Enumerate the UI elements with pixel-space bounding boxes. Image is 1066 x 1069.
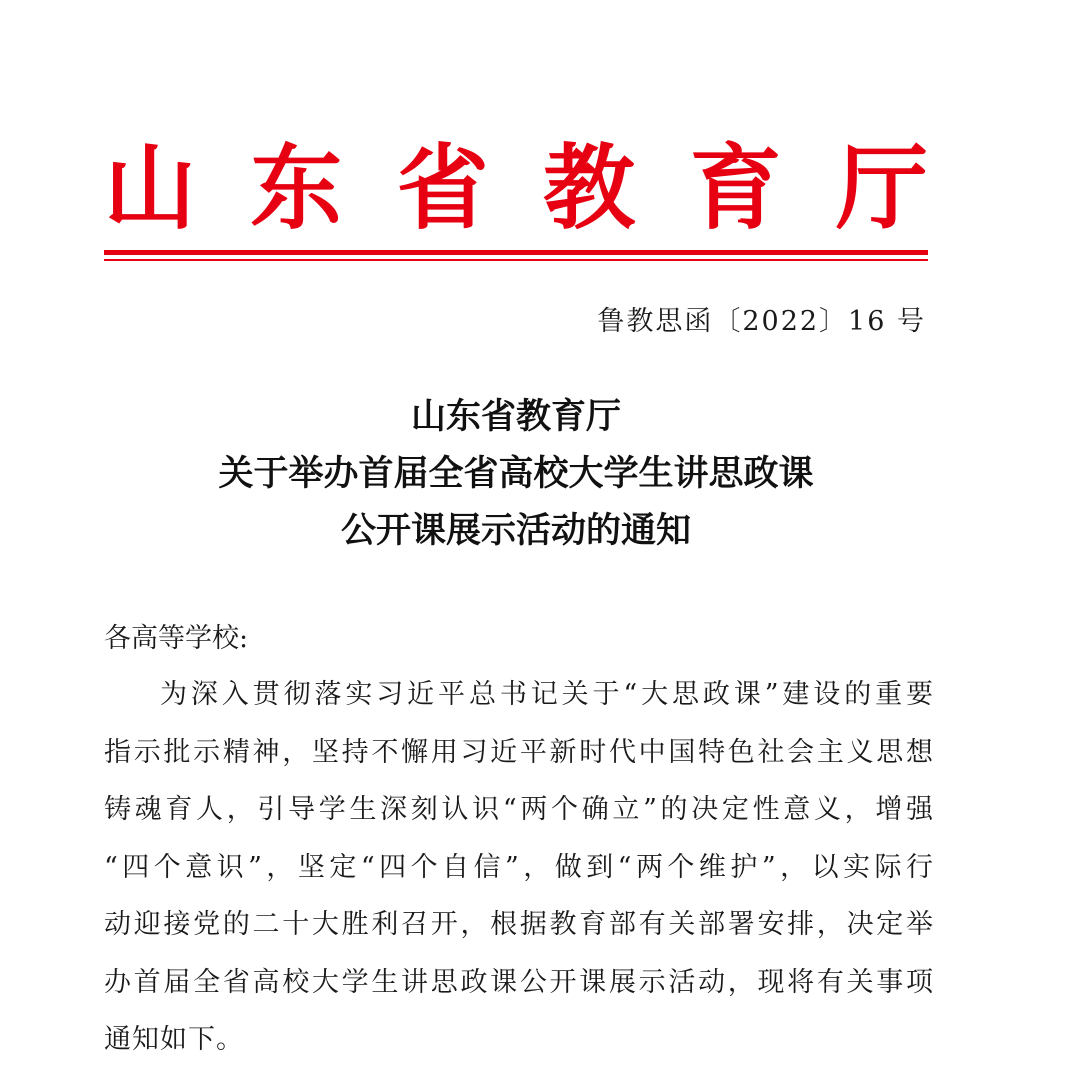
body-line-5: 动迎接党的二十大胜利召开，根据教育部有关部署安排，决定举 [104, 909, 934, 940]
body-line-1: 为深入贯彻落实习近平总书记关于“大思政课”建设的重要 [160, 679, 934, 710]
document-title [104, 388, 928, 559]
masthead-title [104, 134, 928, 242]
title-line-3: 公开课展示活动的通知 [340, 510, 691, 551]
body-line-6: 办首届全省高校大学生讲思政课公开课展示活动，现将有关事项 [104, 966, 934, 998]
document-number: 鲁教思函〔2022〕16 号 [597, 306, 926, 337]
body-line-4: “四个意识”，坚定“四个自信”，做到“两个维护”，以实际行 [104, 851, 934, 883]
body-paragraph [104, 666, 934, 1069]
salutation: 各高等学校: [104, 623, 249, 654]
masthead-rule-thin [104, 259, 928, 261]
masthead-char-1: 山 [104, 134, 197, 242]
masthead-char-4: 教 [543, 134, 636, 242]
masthead-char-2: 东 [250, 134, 343, 242]
masthead-char-5: 育 [689, 134, 782, 242]
masthead-rule-thick [104, 250, 928, 255]
masthead-char-6: 厅 [835, 134, 928, 242]
body-line-7: 通知如下。 [104, 1024, 244, 1055]
title-line-1: 山东省教育厅 [410, 396, 621, 437]
body-line-2: 指示批示精神，坚持不懈用习近平新时代中国特色社会主义思想 [104, 736, 934, 768]
title-line-2: 关于举办首届全省高校大学生讲思政课 [218, 453, 814, 494]
masthead-char-3: 省 [396, 134, 489, 242]
body-line-3: 铸魂育人，引导学生深刻认识“两个确立”的决定性意义，增强 [104, 794, 934, 825]
